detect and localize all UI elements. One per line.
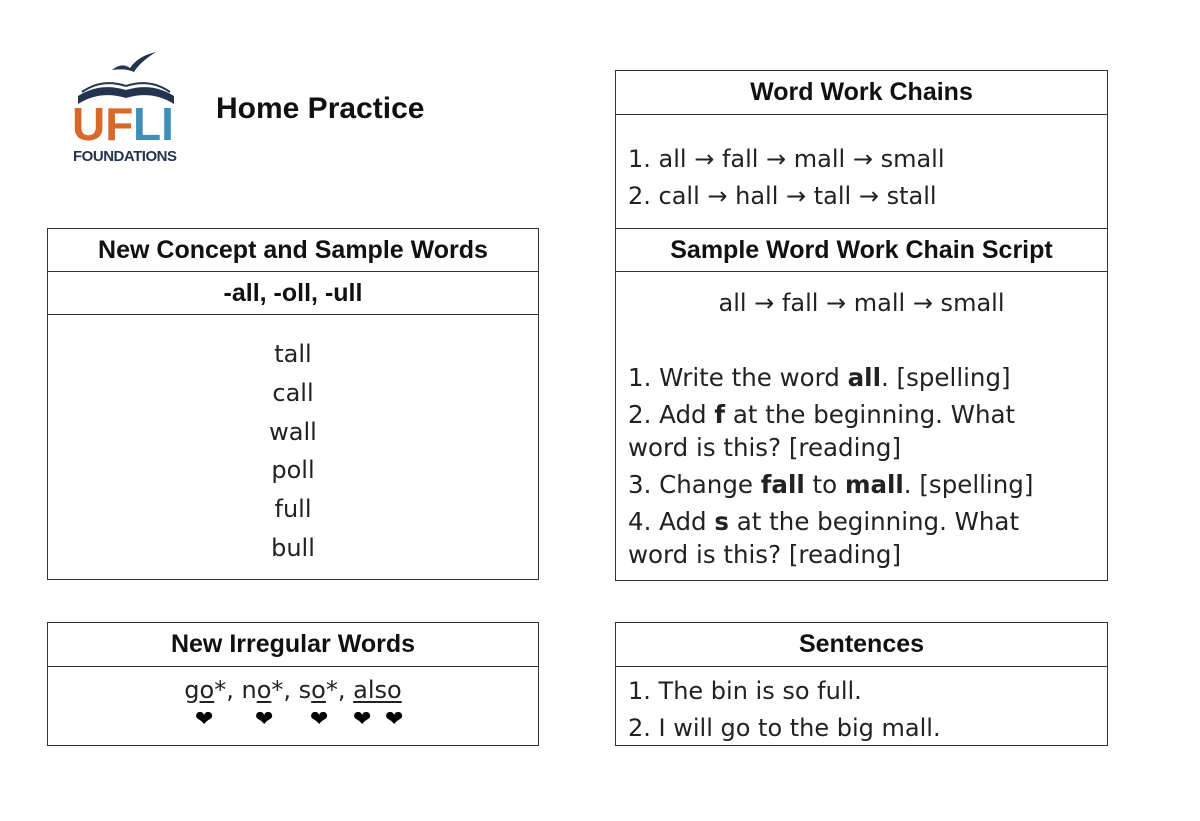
script-step: 4. Add s at the beginning. What xyxy=(628,507,1020,536)
irregular-words-box xyxy=(47,622,539,746)
logo-foundations: FOUNDATIONS xyxy=(73,148,177,165)
irregular-words-header: New Irregular Words xyxy=(48,623,538,667)
heart-icon: ❤ xyxy=(385,707,404,732)
sample-word: tall xyxy=(274,340,312,368)
logo-letters-li: LI xyxy=(133,98,174,150)
sentence-item: 1. The bin is so full. xyxy=(628,677,862,705)
sample-word: poll xyxy=(271,456,315,485)
irregular-words-line: go*, no*, so*, also xyxy=(184,676,402,704)
new-concept-header: New Concept and Sample Words xyxy=(48,229,538,272)
sample-words-list xyxy=(48,315,538,568)
sample-word: wall xyxy=(269,417,317,446)
chain-item: 1. all → fall → mall → small xyxy=(628,145,945,173)
heart-icon: ❤ xyxy=(255,707,274,732)
heart-icon: ❤ xyxy=(310,707,329,732)
ufli-logo xyxy=(70,48,190,168)
word-work-box xyxy=(615,70,1108,581)
sample-word: full xyxy=(274,495,312,524)
concept-pattern: -all, -oll, -ull xyxy=(48,272,538,315)
script-step-continued: word is this? [reading] xyxy=(628,433,902,462)
sample-word: bull xyxy=(271,533,315,562)
sentences-header: Sentences xyxy=(616,623,1107,667)
script-chain: all → fall → mall → small xyxy=(718,289,1005,317)
irregular-word: go* xyxy=(184,676,227,704)
script-step: 1. Write the word all. [spelling] xyxy=(628,363,1011,392)
logo-letters-uf: UF xyxy=(72,98,134,150)
sample-word: call xyxy=(272,378,314,407)
irregular-word: also xyxy=(353,676,402,704)
chain-item: 2. call → hall → tall → stall xyxy=(628,182,937,210)
script-step-continued: word is this? [reading] xyxy=(628,540,902,569)
irregular-word: no* xyxy=(241,676,284,704)
sentence-item: 2. I will go to the big mall. xyxy=(628,714,941,742)
word-work-chains-list xyxy=(616,115,1107,229)
heart-icon: ❤ xyxy=(353,707,372,732)
word-work-chains-header: Word Work Chains xyxy=(616,71,1107,115)
irregular-word: so* xyxy=(298,676,338,704)
script-steps xyxy=(616,319,1107,571)
sentences-list xyxy=(616,667,1107,747)
page-title: Home Practice xyxy=(216,92,425,125)
script-header: Sample Word Work Chain Script xyxy=(616,229,1107,272)
sentences-box xyxy=(615,622,1108,746)
ufli-logo-graphic xyxy=(70,48,190,168)
script-step: 2. Add f at the beginning. What xyxy=(628,400,1016,429)
script-step: 3. Change fall to mall. [spelling] xyxy=(628,470,1034,499)
heart-icon: ❤ xyxy=(195,707,214,732)
new-concept-box xyxy=(47,228,539,580)
